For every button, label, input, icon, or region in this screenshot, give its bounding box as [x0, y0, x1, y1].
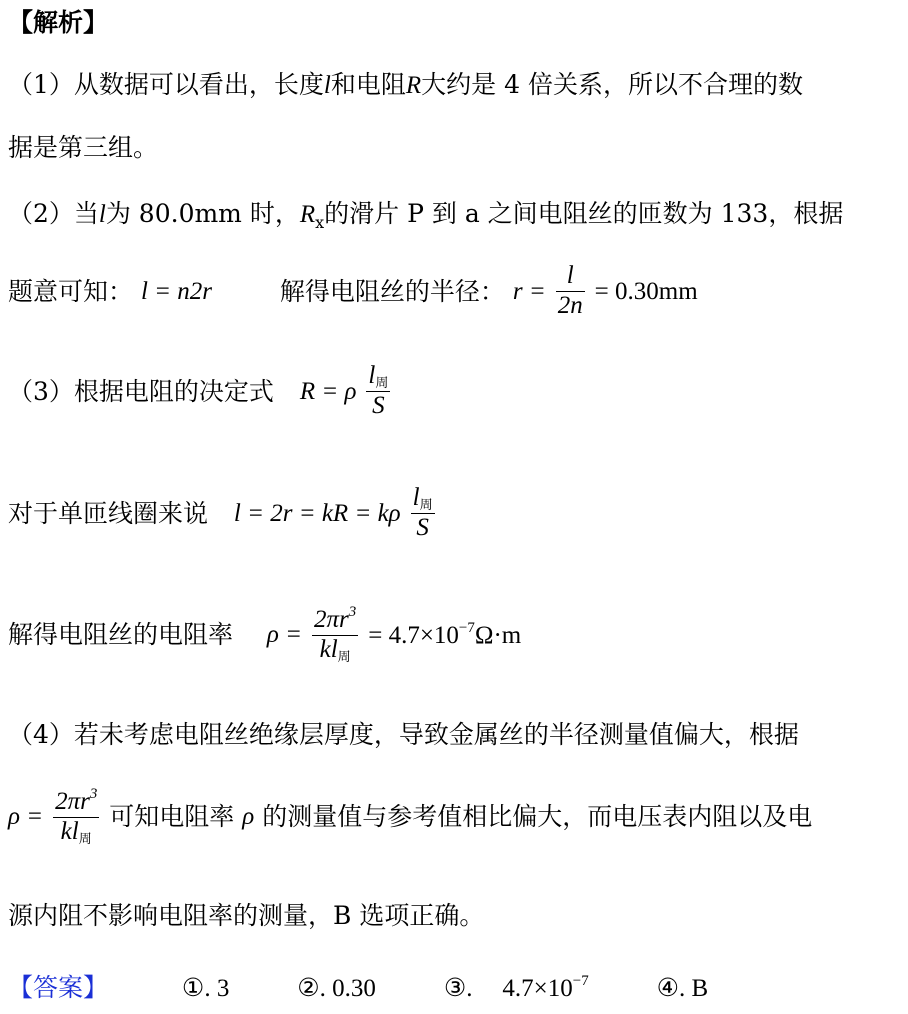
denominator: kl [60, 817, 79, 845]
answer-label: 【答案】 [8, 973, 109, 1002]
text: 可知电阻率 [109, 801, 235, 831]
subscript-zhou: 周 [78, 830, 92, 846]
numerator: l [412, 484, 420, 511]
answer-3-label: ③. [443, 975, 473, 1002]
answer-3-value [502, 975, 588, 1002]
text: 解得电阻丝的电阻率 [8, 619, 234, 649]
equation-rho: ρ = [8, 802, 44, 830]
text: （3）根据电阻的决定式 [8, 376, 274, 406]
superscript-3: 3 [348, 604, 357, 620]
text: 大约是 4 倍关系，所以不合理的数 [421, 70, 803, 99]
exponent: −7 [572, 973, 589, 989]
part2-line2 [8, 262, 698, 321]
part1-line2: 据是第三组。 [8, 133, 159, 162]
denominator: 2n [557, 291, 583, 319]
subscript-zhou: 周 [337, 648, 351, 664]
var-rho: ρ [242, 802, 255, 830]
denominator: kl [319, 635, 338, 663]
numerator: l [556, 262, 585, 292]
text: 对于单匝线圈来说 [8, 498, 209, 528]
value: = 4.7×10 [368, 621, 459, 649]
text: 题意可知： [8, 276, 134, 306]
equation-r: r = [512, 277, 546, 305]
subscript-x: x [315, 213, 325, 232]
superscript-3: 3 [89, 786, 98, 802]
var-R: R [405, 72, 422, 99]
var-l: l [98, 201, 106, 228]
resistivity-result [368, 619, 522, 649]
text: 和电阻 [330, 70, 406, 99]
value: 4.7×10 [502, 975, 573, 1002]
text: 为 80.0mm 时， [105, 199, 300, 228]
answer-line [8, 974, 708, 1001]
fraction-l-over-S [411, 484, 435, 543]
subscript-zhou: 周 [375, 375, 389, 390]
section-title: 【解析】 [8, 8, 109, 37]
var-l: l [323, 72, 331, 99]
fraction-l-over-2n [556, 262, 585, 321]
part1-line1 [8, 72, 803, 98]
text: 的滑片 P 到 a 之间电阻丝的匝数为 133，根据 [324, 199, 844, 228]
text: （1）从数据可以看出，长度 [8, 70, 324, 99]
radius-result: = 0.30mm [594, 277, 698, 305]
part5-line [8, 604, 521, 665]
answer-1: ①. 3 [181, 975, 230, 1002]
numerator: 2πr [314, 606, 349, 633]
part3-line [8, 362, 392, 421]
fraction-l-over-S [366, 362, 390, 421]
equation-single-turn: l = 2r = kR = kρ [233, 499, 401, 527]
fraction-resistivity [312, 604, 358, 665]
answer-4: ④. B [656, 975, 709, 1002]
subscript-zhou: 周 [419, 497, 433, 512]
text: 解得电阻丝的半径： [279, 276, 505, 306]
part4-line [8, 484, 437, 543]
equation-l-n2r: l = n2r [140, 277, 213, 305]
var-R: R [299, 201, 316, 228]
numerator: 2πr [55, 788, 90, 815]
answer-2: ②. 0.30 [297, 975, 376, 1002]
text: 的测量值与参考值相比偏大，而电压表内阻以及电 [262, 801, 813, 831]
denominator: S [372, 391, 385, 419]
part6-line1: （4）若未考虑电阻丝绝缘层厚度，导致金属丝的半径测量值偏大，根据 [8, 720, 799, 749]
denominator: S [416, 513, 429, 541]
part6-line2 [8, 786, 812, 847]
equation-rho: ρ = [266, 620, 303, 648]
unit: Ω·m [474, 621, 522, 649]
part6-line3: 源内阻不影响电阻率的测量，B 选项正确。 [8, 901, 485, 930]
part2-line1 [8, 201, 843, 231]
equation-R-rho: R = ρ [299, 377, 357, 405]
exponent: −7 [458, 619, 475, 636]
fraction-resistivity [53, 786, 99, 847]
numerator: l [368, 362, 376, 389]
text: （2）当 [8, 199, 99, 228]
